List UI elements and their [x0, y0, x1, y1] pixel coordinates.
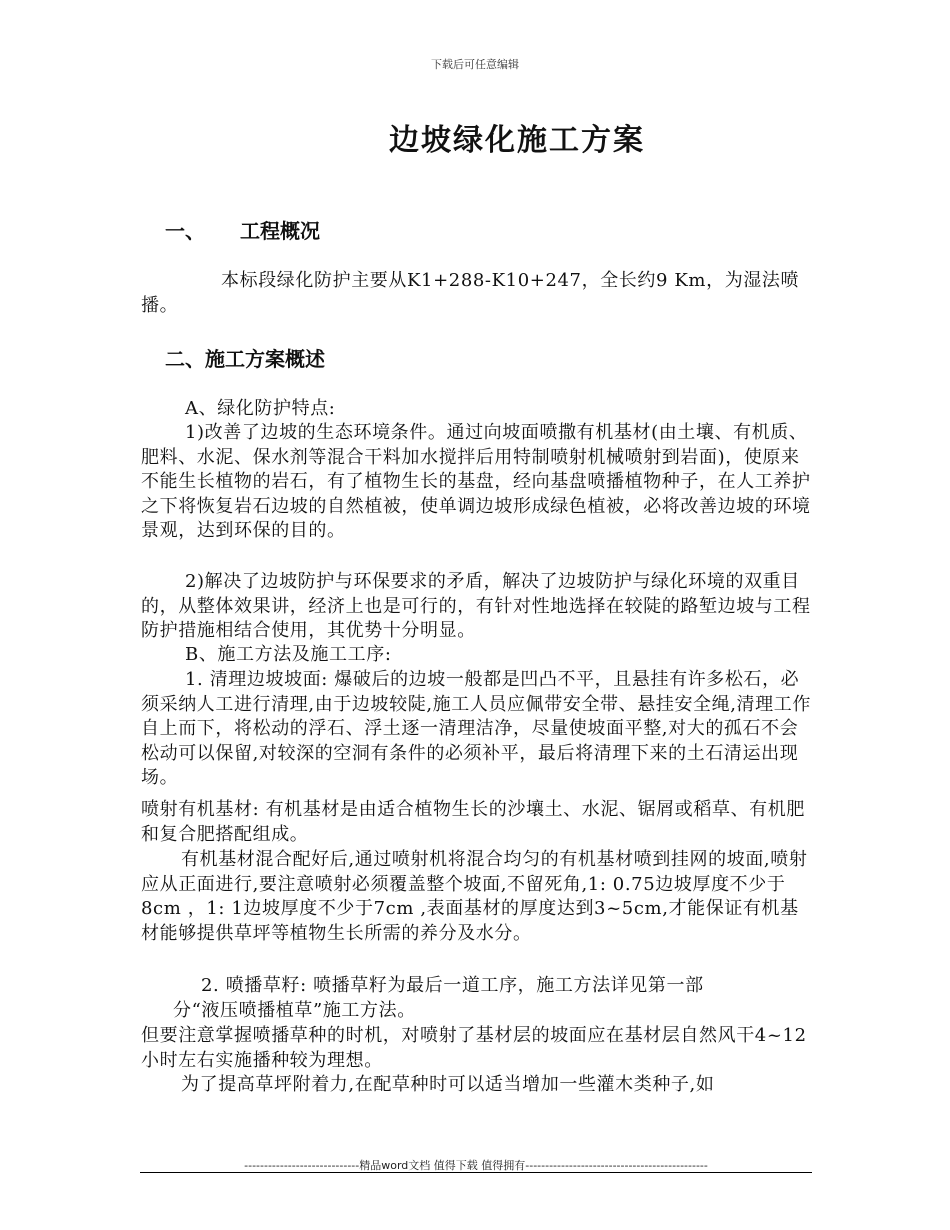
paragraph-last: 为了提高草坪附着力,在配草种时可以适当增加一些灌木类种子,如 — [181, 1074, 715, 1095]
page-title: 边坡绿化施工方案 — [389, 123, 645, 158]
paragraph-spray: 喷射有机基材: 有机基材是由适合植物生长的沙壤土、水泥、锯屑或稻草、有机肥和复合肥搭配组成。 — [141, 799, 805, 845]
heading-a: A、绿化防护特点: — [185, 398, 336, 419]
section2-title: 二、施工方案概述 — [165, 347, 325, 371]
paragraph-a1: 1)改善了边坡的生态环境条件。通过向坡面喷撒有机基材(由土壤、有机质、肥料、水泥、保水剂等混合干料加水搅拌后用特制喷射机械喷射到岩面)，使原来不能生长植物的岩石，有了植物生长的基盘，经向基盘喷播植物种子，在人工养护之下将恢复岩石边坡的自然植被，使单调边坡形成绿色植被，必将改善边坡的环境景观，达到环保的目的。 — [141, 422, 811, 541]
footer-rule — [140, 1172, 812, 1173]
paragraph-b2-line2: 分“液压喷播植草”施工方法。 — [173, 1000, 416, 1021]
heading-b: B、施工方法及施工工序: — [185, 644, 392, 665]
paragraph-a2: 2)解决了边坡防护与环保要求的矛盾，解决了边坡防护与绿化环境的双重目的，从整体效果讲，经济上也是可行的，有针对性地选择在较陡的路堑边坡与工程防护措施相结合使用，其优势十分明显。 — [141, 571, 811, 641]
section1-title: 工程概况 — [240, 219, 320, 243]
paragraph-timing: 但要注意掌握喷播草种的时机，对喷射了基材层的坡面应在基材层自然风干4~12小时左右实施播种较为理想。 — [141, 1025, 807, 1071]
paragraph-overview: 本标段绿化防护主要从K1+288-K10+247，全长约9 Km，为湿法喷播。 — [141, 270, 800, 316]
section1-number: 一、 — [165, 219, 205, 243]
header-note: 下载后可任意编辑 — [431, 58, 519, 71]
paragraph-b1: 1. 清理边坡坡面: 爆破后的边坡一般都是凹凸不平，且悬挂有许多松石，必须采纳人工进行清理,由于边坡较陡,施工人员应佩带安全带、悬挂安全绳,清理工作自上而下，将松动的浮石、浮土逐一清理洁净，尽量使坡面平整,对大的孤石不会松动可以保留,对较深的空洞有条件的必须补平，最后将清理下来的土石清运出现场。 — [141, 669, 811, 788]
footer-note: -----------------------------精品word文档 值得下载 值得拥有---------------------------------------------- — [244, 1159, 708, 1172]
paragraph-mix: 有机基材混合配好后,通过喷射机将混合均匀的有机基材喷到挂网的坡面,喷射应从正面进行,要注意喷射必须覆盖整个坡面,不留死角,1: 0.75边坡厚度不少于8cm ，1: 1边坡厚度不少于7cm ,表面基材的厚度达到3~5cm,才能保证有机基材能够提供草坪等植物生长所需的养分及水分。 — [141, 849, 808, 944]
paragraph-b2-line1: 2. 喷播草籽: 喷播草籽为最后一道工序，施工方法详见第一部 — [201, 975, 704, 996]
